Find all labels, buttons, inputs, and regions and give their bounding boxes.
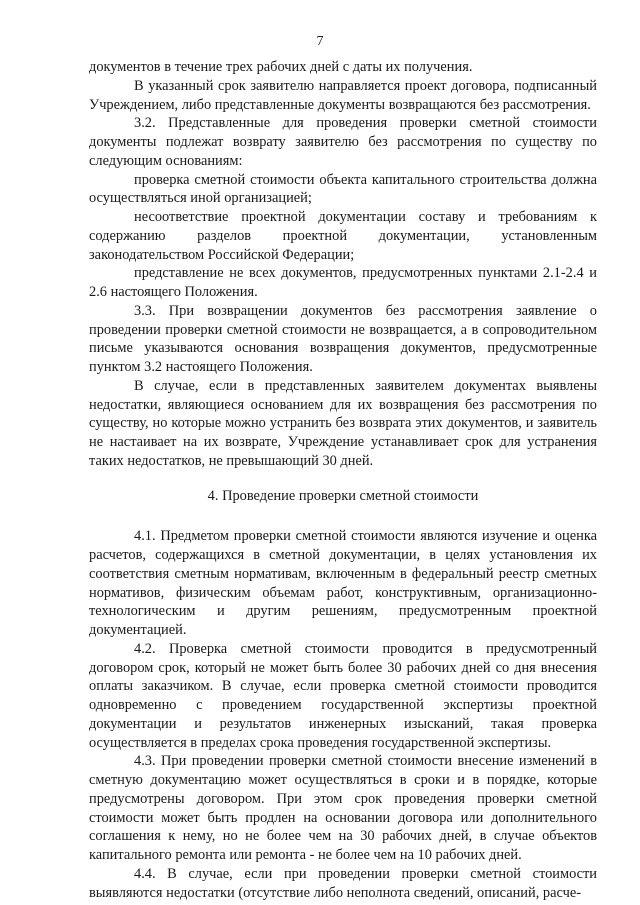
paragraph: 4.1. Предметом проверки сметной стоимости являются изучение и оценка расчетов, содержащихся в сметной документации, в целях установления их соответствия сметным нормативам, включенным в федеральный реестр сметных нормативов, физическим объемам работ, конструктивным, организационно-технологическим и другим решениям, предусмотренным проектной документацией.	[89, 528, 597, 638]
paragraph: В указанный срок заявителю направляется проект договора, подписанный Учреждением, либо представленные документы возвращаются без рассмотрения.	[89, 77, 597, 113]
page-number: 7	[316, 34, 324, 49]
paragraph: 3.3. При возвращении документов без рассмотрения заявление о проведении проверки сметной стоимости не возвращается, а в сопроводительном письме указываются основания возвращения документов, предусмотренные пунктом 3.2 настоящего Положения.	[89, 302, 597, 375]
paragraph: 4.3. При проведении проверки сметной стоимости внесение изменений в сметную документацию может осуществляться в сроки и в порядке, которые предусмотрены договором. При этом срок проведения проверки сметной стоимости может быть продлен на основании договора или дополнительного соглашения к нему, но не более чем на 30 рабочих дней, в случае объектов капитального ремонта или ремонта - не более чем на 10 рабочих дней.	[89, 753, 597, 863]
paragraph: несоответствие проектной документации составу и требованиям к содержанию разделов проектной документации, установленным законодательством Российской Федерации;	[89, 209, 597, 263]
paragraph: В случае, если в представленных заявителем документах выявлены недостатки, являющиеся основанием для их возвращения без рассмотрения по существу, но которые можно устранить без возврата этих документов, и заявитель не настаивает на их возврате, Учреждение устанавливает срок для устранения таких недостатков, не превышающий 30 дней.	[89, 377, 597, 469]
paragraph: 4.4. В случае, если при проведении проверки сметной стоимости выявляются недостатки (отсутствие либо неполнота сведений, описаний, расче-	[89, 865, 597, 901]
paragraph: 3.2. Представленные для проведения проверки сметной стоимости документы подлежат возврату заявителю без рассмотрения по существу по следующим основаниям:	[89, 115, 597, 169]
paragraph: представление не всех документов, предусмотренных пунктами 2.1-2.4 и 2.6 настоящего Положения.	[89, 265, 597, 300]
paragraph: проверка сметной стоимости объекта капитального строительства должна осуществляться иной организацией;	[89, 171, 597, 207]
section-heading: 4. Проведение проверки сметной стоимости	[207, 487, 479, 504]
paragraph: документов в течение трех рабочих дней с даты их получения.	[89, 59, 473, 75]
paragraph: 4.2. Проверка сметной стоимости проводится в предусмотренный договором срок, который не может быть более 30 рабочих дней со дня внесения оплаты заказчиком. В случае, если проверка сметной стоимости проводится одновременно с проведением государственной экспертизы проектной документации и результатов инженерных изысканий, такая проверка осуществляется в пределах срока проведения государственной экспертизы.	[89, 640, 597, 751]
document-body	[89, 58, 597, 902]
